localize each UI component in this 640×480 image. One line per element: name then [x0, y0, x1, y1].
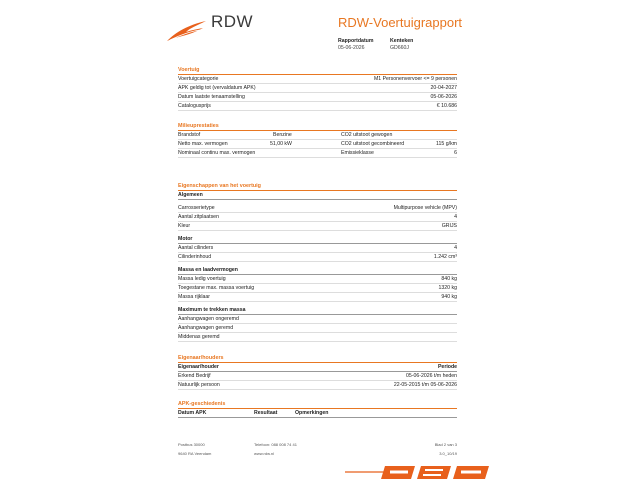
- table-row: [178, 204, 457, 213]
- environment-section: [178, 123, 457, 158]
- table-row: [178, 253, 457, 262]
- section-title: Eigenschappen van het voertuig: [178, 183, 457, 191]
- table-row: [178, 244, 457, 253]
- row-value: 05-06-2026 t/m heden: [405, 373, 457, 379]
- footer-text: 3.0_10/19: [439, 451, 457, 456]
- plate-label: Kenteken: [390, 38, 414, 44]
- vehicle-section: [178, 67, 457, 111]
- row-label: Aantal zitplaatsen: [178, 214, 219, 220]
- row-label: APK geldig tot (vervaldatum APK): [178, 85, 256, 91]
- row-label: Aanhangwagen ongeremd: [178, 316, 239, 322]
- row-value: 20-04-2027: [430, 85, 457, 91]
- table-row: [178, 372, 457, 381]
- column-header: Datum APK: [178, 410, 207, 416]
- row-label: Aantal cilinders: [178, 245, 214, 251]
- row-label: Kleur: [178, 223, 191, 229]
- row-label: Cilinderinhoud: [178, 254, 212, 260]
- row-label: Nominaal continu max. vermogen: [178, 150, 256, 156]
- row-value: M1 Personenvervoer <= 9 personen: [373, 76, 457, 82]
- row-value: Benzine: [273, 132, 292, 138]
- table-row: [178, 102, 457, 111]
- row-label: Voertuigcategorie: [178, 76, 219, 82]
- row-value: 840 kg: [441, 276, 457, 282]
- plate-block: [390, 38, 413, 52]
- subsection-title: Maximum te trekken massa: [178, 307, 457, 315]
- row-label: Middenas geremd: [178, 334, 220, 340]
- table-header: [178, 363, 457, 372]
- table-row: [178, 293, 457, 302]
- row-label: Carrosserietype: [178, 205, 215, 211]
- row-value: Multipurpose vehicle (MPV): [393, 205, 457, 211]
- document-title: RDW-Voertuigrapport: [338, 15, 463, 30]
- subsection-title: Algemeen: [178, 192, 457, 200]
- table-row: [178, 149, 457, 158]
- row-value: 05-06-2026: [430, 94, 457, 100]
- footer-link: www.rdw.nl: [254, 451, 275, 456]
- table-row: [178, 140, 457, 149]
- row-label: Netto max. vermogen: [178, 141, 228, 147]
- row-value: 4: [454, 214, 457, 220]
- row-label: Toegestane max. massa voertuig: [178, 285, 255, 291]
- row-value: 1.242 cm³: [433, 254, 457, 260]
- footer-contact: [254, 440, 297, 458]
- table-row: [178, 213, 457, 222]
- properties-section: [178, 183, 457, 342]
- table-row: [178, 315, 457, 324]
- row-label: Aanhangwagen geremd: [178, 325, 234, 331]
- table-row: [178, 381, 457, 390]
- row-label: Catalogusprijs: [178, 103, 211, 109]
- row-label: Massa rijklaar: [178, 294, 210, 300]
- column-header: Eigenaar/houder: [178, 364, 219, 370]
- row-label: Erkend Bedrijf: [178, 373, 211, 379]
- footer-text: Postbus 30000: [178, 442, 205, 447]
- page-number: Blad 2 van 3: [434, 442, 457, 447]
- table-row: [178, 131, 457, 140]
- column-header: Resultaat: [254, 410, 278, 416]
- table-row: [178, 93, 457, 102]
- table-row: [178, 222, 457, 231]
- column-header: Opmerkingen: [295, 410, 329, 416]
- subsection-title: Motor: [178, 236, 457, 244]
- table-row: [178, 324, 457, 333]
- table-row: [178, 75, 457, 84]
- rdw-logo-icon: [166, 20, 208, 42]
- row-value: € 10.686: [436, 103, 457, 109]
- row-label: Emissieklasse: [341, 150, 374, 156]
- table-header: [178, 409, 457, 418]
- subsection-title: Massa en laadvermogen: [178, 267, 457, 275]
- row-value: 940 kg: [441, 294, 457, 300]
- row-label: Brandstof: [178, 132, 201, 138]
- report-date-value: 05-06-2026: [338, 45, 365, 51]
- footer-text: Telefoon: 088 008 74 41: [254, 442, 297, 447]
- table-row: [178, 275, 457, 284]
- row-value: 115 g/km: [436, 141, 457, 147]
- logo-text: RDW: [211, 12, 254, 31]
- row-label: CO2 uitstoot gewogen: [341, 132, 393, 138]
- table-row: [178, 284, 457, 293]
- row-value: 6: [454, 150, 457, 156]
- row-value: 1320 kg: [438, 285, 457, 291]
- footer-address: [178, 440, 211, 458]
- column-header: Periode: [437, 364, 457, 370]
- row-value: 4: [454, 245, 457, 251]
- section-title: Voertuig: [178, 67, 457, 75]
- rdw-stripe-icon: [345, 465, 490, 480]
- owners-section: [178, 355, 457, 390]
- row-label: Natuurlijk persoon: [178, 382, 220, 388]
- row-value: 51,00 kW: [270, 141, 292, 147]
- footer-text: 9640 RA Veendam: [178, 451, 212, 456]
- footer-page: [433, 440, 457, 458]
- report-date-label: Rapportdatum: [338, 38, 374, 44]
- section-title: Eigenaar/houders: [178, 355, 457, 363]
- row-label: CO2 uitstoot gecombineerd: [341, 141, 405, 147]
- report-date-block: [338, 38, 373, 52]
- plate-value: GD660J: [390, 45, 410, 51]
- apk-section: [178, 401, 457, 418]
- row-value: GRIJS: [441, 223, 457, 229]
- row-label: Massa ledig voertuig: [178, 276, 226, 282]
- section-title: APK-geschiedenis: [178, 401, 457, 409]
- section-title: Milieuprestaties: [178, 123, 457, 131]
- table-row: [178, 333, 457, 342]
- table-row: [178, 84, 457, 93]
- row-value: 22-05-2015 t/m 05-06-2026: [393, 382, 457, 388]
- row-label: Datum laatste tenaamstelling: [178, 94, 245, 100]
